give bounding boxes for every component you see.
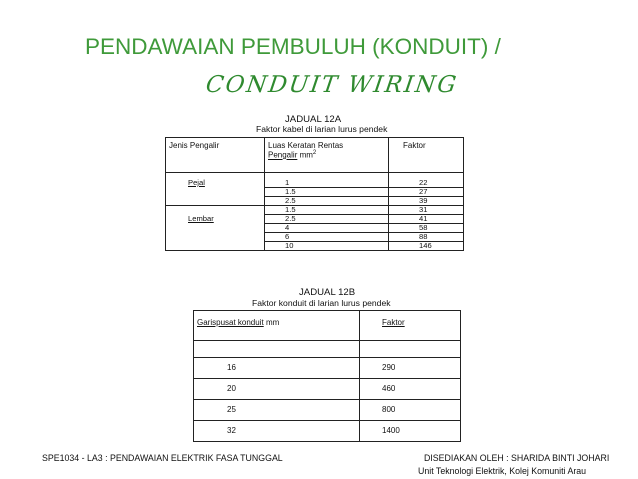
table-a (165, 137, 464, 251)
slide-subtitle: CONDUIT WIRING (204, 72, 460, 98)
table-row: 20 460 (194, 379, 461, 400)
table-a-name: JADUAL 12A (285, 114, 342, 125)
table-row: 1.5 27 (166, 188, 464, 197)
group-pejal: Pejal (188, 178, 205, 187)
table-row: 10 146 (166, 242, 464, 251)
table-b-name: JADUAL 12B (299, 287, 356, 298)
table-row: 2.5 39 (166, 197, 464, 206)
table-row: Lembar 2.5 41 (166, 215, 464, 224)
table-row: 4 58 (166, 224, 464, 233)
footer-author: DISEDIAKAN OLEH : SHARIDA BINTI JOHARI (424, 453, 610, 463)
table-row: Pejal 1 22 (166, 179, 464, 188)
table-row: 1.5 31 (166, 206, 464, 215)
table-row: 6 88 (166, 233, 464, 242)
table-b-header-col2: Faktor (360, 311, 461, 341)
footer-unit: Unit Teknologi Elektrik, Kolej Komuniti Arau (418, 466, 587, 476)
table-b (193, 310, 461, 442)
table-row: 32 1400 (194, 421, 461, 442)
table-a-caption: Faktor kabel di larian lurus pendek (256, 124, 388, 134)
table-a-header-col1: Jenis Pengalir (166, 138, 265, 173)
footer-course: SPE1034 - LA3 : PENDAWAIAN ELEKTRIK FASA TUNGGAL (42, 453, 283, 463)
table-row: 16 290 (194, 358, 461, 379)
table-a-header-col3: Faktor (389, 138, 464, 173)
slide-title: PENDAWAIAN PEMBULUH (KONDUIT) / (85, 34, 501, 59)
table-b-caption: Faktor konduit di larian lurus pendek (252, 298, 391, 308)
table-b-header-col1: Garispusat konduit mm (194, 311, 360, 341)
table-a-header-col2: Luas Keratan Rentas Pengalir $mm^2$ (265, 138, 389, 173)
group-lembar: Lembar (188, 213, 214, 223)
table-row: 25 800 (194, 400, 461, 421)
